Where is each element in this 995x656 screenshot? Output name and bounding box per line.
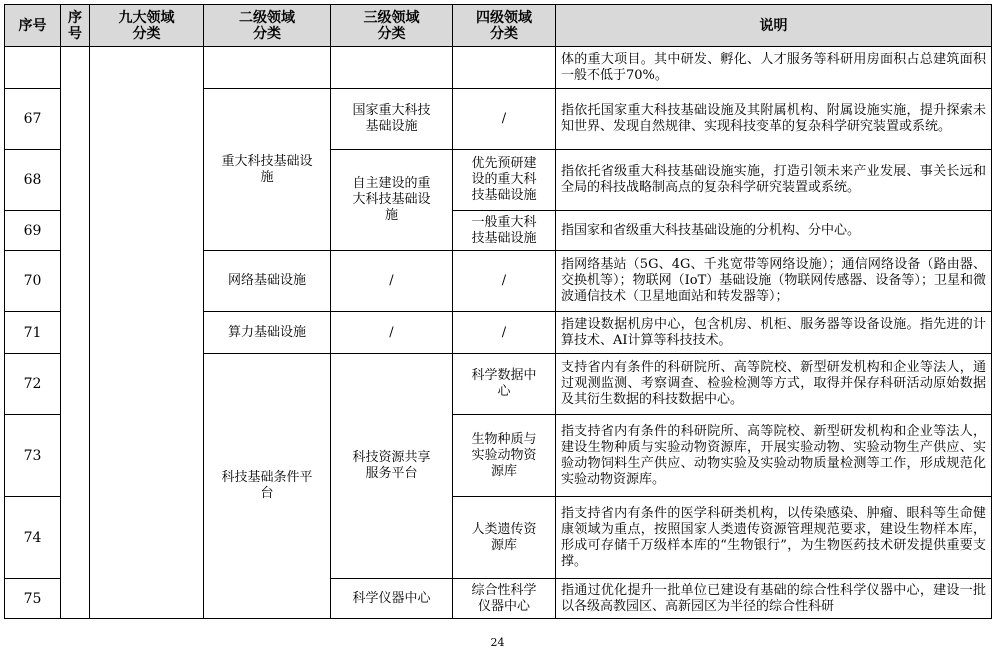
level4-cell: 科学数据中 心 bbox=[453, 354, 556, 415]
level3-cell: / bbox=[331, 312, 453, 354]
level2-cell: 算力基础设施 bbox=[204, 312, 331, 354]
level4-cell: / bbox=[453, 312, 556, 354]
level3-cell: 自主建设的重 大科技基础设 施 bbox=[331, 150, 453, 251]
level4-cell: 优先预研建 设的重大科 技基础设施 bbox=[453, 150, 556, 211]
description-cell: 指建设数据机房中心，包含机房、机柜、服务器等设备设施。指先进的计算技术、AI计算等科技技术。 bbox=[556, 312, 992, 354]
level2-cell bbox=[204, 47, 331, 89]
seq-cell bbox=[5, 47, 61, 89]
level4-cell: / bbox=[453, 89, 556, 150]
level4-cell bbox=[453, 47, 556, 89]
description-cell: 指通过优化提升一批单位已建设有基础的综合性科学仪器中心，建设一批以各级高教园区、高新园区为半径的综合性科研 bbox=[556, 579, 992, 619]
header-level3: 三级领域 分类 bbox=[331, 5, 453, 47]
description-cell: 体的重大项目。其中研发、孵化、人才服务等科研用房面积占总建筑面积一般不低于70%。 bbox=[556, 47, 992, 89]
row-number: 75 bbox=[5, 579, 61, 619]
level4-cell: 人类遗传资 源库 bbox=[453, 497, 556, 579]
description-cell: 指国家和省级重大科技基础设施的分机构、分中心。 bbox=[556, 211, 992, 251]
description-cell: 指依托省级重大科技基础设施实施，打造引领未来产业发展、事关长远和全局的科技战略制高点的复杂科学研究装置或系统。 bbox=[556, 150, 992, 211]
header-row bbox=[5, 5, 992, 47]
level4-cell: 生物种质与 实验动物资 源库 bbox=[453, 415, 556, 497]
description-cell: 指网络基站（5G、4G、千兆宽带等网络设施）；通信网络设备（路由器、交换机等）；物联网（IoT）基础设施（物联网传感器、设备等）；卫星和微波通信技术（卫星地面站和转发器等）； bbox=[556, 251, 992, 312]
level3-cell bbox=[331, 47, 453, 89]
row-number: 68 bbox=[5, 150, 61, 211]
description-cell: 指依托国家重大科技基础设施及其附属机构、附属设施实施，提升探索未知世界、发现自然规律、实现科技变革的复杂科学研究装置或系统。 bbox=[556, 89, 992, 150]
level3-cell: 国家重大科技 基础设施 bbox=[331, 89, 453, 150]
header-level2: 二级领域 分类 bbox=[204, 5, 331, 47]
header-description: 说明 bbox=[556, 5, 992, 47]
row-number: 67 bbox=[5, 89, 61, 150]
level4-cell: 一般重大科 技基础设施 bbox=[453, 211, 556, 251]
classification-table bbox=[4, 4, 992, 619]
level2-cell: 科技基础条件平 台 bbox=[204, 354, 331, 619]
row-number: 69 bbox=[5, 211, 61, 251]
level2-cell: 重大科技基础设 施 bbox=[204, 89, 331, 251]
table-row bbox=[5, 47, 992, 89]
level3-cell: 科学仪器中心 bbox=[331, 579, 453, 619]
row-number: 71 bbox=[5, 312, 61, 354]
header-level4: 四级领域 分类 bbox=[453, 5, 556, 47]
header-seq-narrow: 序 号 bbox=[61, 5, 90, 47]
description-cell: 支持省内有条件的科研院所、高等院校、新型研发机构和企业等法人，通过观测监测、考察调查、检验检测等方式，取得并保存科研活动原始数据及其衍生数据的科技数据中心。 bbox=[556, 354, 992, 415]
row-number: 74 bbox=[5, 497, 61, 579]
level1-cell bbox=[90, 47, 204, 619]
row-number: 70 bbox=[5, 251, 61, 312]
level4-cell: / bbox=[453, 251, 556, 312]
description-cell: 指支持省内有条件的科研院所、高等院校、新型研发机构和企业等法人，建设生物种质与实验动物资源库，开展实验动物、实验动物生产供应、实验动物饲料生产供应、动物实验及实验动物质量检测等工作，形成规范化实验动物资源库。 bbox=[556, 415, 992, 497]
level2-cell: 网络基础设施 bbox=[204, 251, 331, 312]
header-seq: 序号 bbox=[5, 5, 61, 47]
page-number: 24 bbox=[490, 636, 505, 649]
description-cell: 指支持省内有条件的医学科研类机构，以传染感染、肿瘤、眼科等生命健康领域为重点，按照国家人类遗传资源管理规范要求，建设生物样本库，形成可存储千万级样本库的“生物银行”，为生物医药技术研发提供重要支撑。 bbox=[556, 497, 992, 579]
row-number: 72 bbox=[5, 354, 61, 415]
level4-cell: 综合性科学 仪器中心 bbox=[453, 579, 556, 619]
level3-cell: / bbox=[331, 251, 453, 312]
header-level1: 九大领域 分类 bbox=[90, 5, 204, 47]
row-number: 73 bbox=[5, 415, 61, 497]
level3-cell: 科技资源共享 服务平台 bbox=[331, 354, 453, 579]
seq-narrow-cell bbox=[61, 47, 90, 619]
